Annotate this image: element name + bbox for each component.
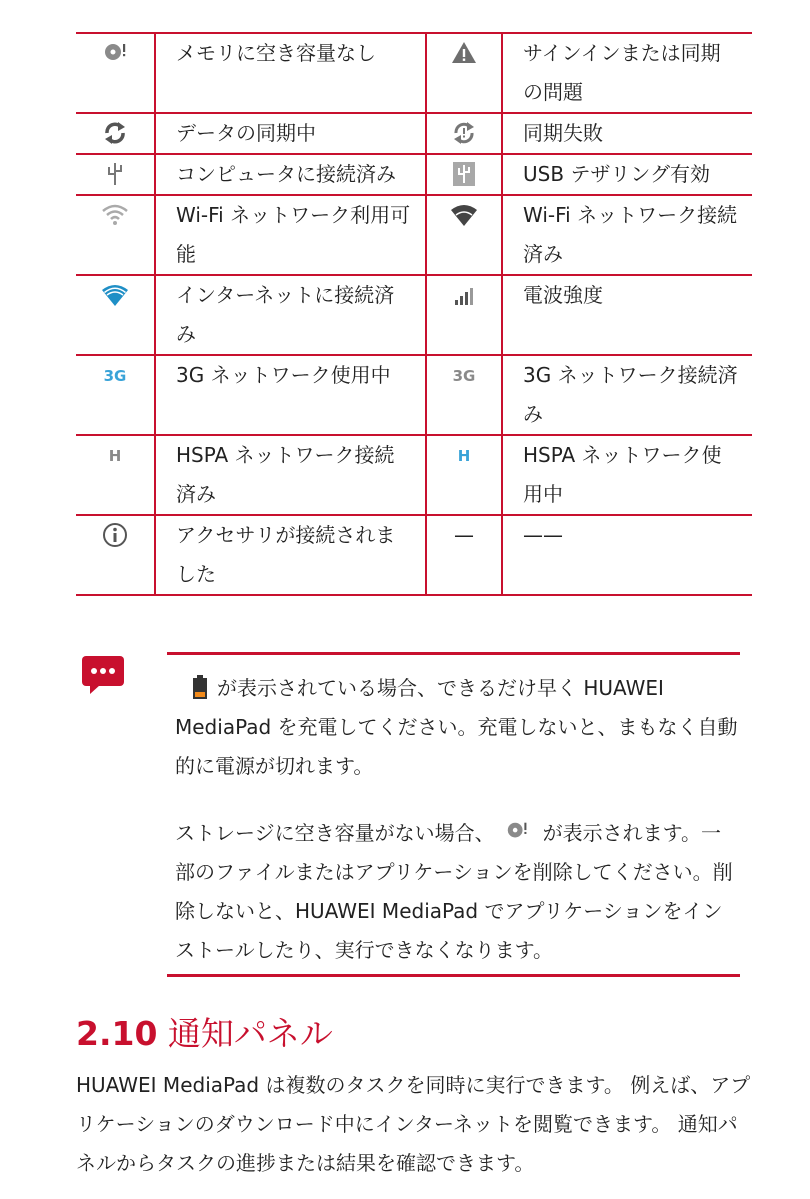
svg-text:H: H [108,447,122,465]
table-cell: 3G ネットワーク使用中 [156,356,427,434]
note-box [167,652,740,977]
wifi-available-icon [101,202,129,228]
table-row [76,114,752,155]
table-row [76,276,752,356]
note-paragraph: が表示されている場合、できるだけ早く HUAWEI MediaPad を充電してください。充電しないと、まもなく自動的に電源が切れます。 [175,676,738,778]
table-cell: 3G ネットワーク接続済み [523,363,738,426]
storage-full-icon [501,819,533,843]
svg-text:3G: 3G [452,367,476,385]
table-cell: インターネットに接続済み [156,276,427,354]
table-cell: アクセサリが接続されました [156,516,427,594]
table-cell: USB テザリング有効 [523,162,711,186]
table-cell: Wi-Fi ネットワーク接続済み [523,203,738,266]
section-number: 2.10 [76,1014,158,1053]
svg-text:H: H [457,447,471,465]
table-cell: 電波強度 [523,283,603,307]
table-cell: HSPA ネットワーク接続済み [156,436,427,514]
table-row [76,516,752,594]
wifi-internet-icon [101,282,129,308]
table-cell: —— [523,523,563,547]
hspa-connected-icon [101,442,129,468]
usb-tethering-icon [450,161,478,187]
3g-active-icon [101,362,129,388]
table-cell: メモリに空き容量なし [156,34,427,112]
table-cell-dash: — [427,516,503,594]
table-cell: データの同期中 [156,114,427,153]
usb-icon [101,161,129,187]
table-row [76,356,752,436]
table-cell: Wi-Fi ネットワーク利用可能 [156,196,427,274]
warning-icon [450,40,478,66]
speech-bubble-icon [82,656,124,696]
table-row [76,155,752,196]
3g-connected-icon [450,362,478,388]
sync-icon [101,120,129,146]
signal-strength-icon [450,282,478,308]
info-icon [101,522,129,548]
wifi-connected-icon [450,202,478,228]
status-icon-table [76,32,752,596]
table-cell: コンピュータに接続済み [156,155,427,194]
storage-full-icon [101,40,129,66]
hspa-active-icon [450,442,478,468]
sync-failed-icon [450,120,478,146]
svg-text:3G: 3G [103,367,127,385]
section-heading [76,1008,333,1055]
table-row [76,196,752,276]
low-battery-icon [193,675,207,699]
table-row [76,436,752,516]
section-title: 通知パネル [167,1014,333,1053]
table-cell: 同期失敗 [523,121,603,145]
note-paragraph: ストレージに空き容量がない場合、 が表示されます。一部のファイルまたはアプリケーションを削除してください。削除しないと、HUAWEI MediaPad でアプリケーションをインストールしたり、実行できなくなります。 [175,821,733,962]
section-body: HUAWEI MediaPad は複数のタスクを同時に実行できます。 例えば、アプリケーションのダウンロード中にインターネットを閲覧できます。 通知パネルからタスクの進捗または結果を確認できます。 [76,1073,751,1175]
table-cell: サインインまたは同期の問題 [523,41,721,104]
table-cell: HSPA ネットワーク使用中 [523,443,722,506]
table-row [76,34,752,114]
